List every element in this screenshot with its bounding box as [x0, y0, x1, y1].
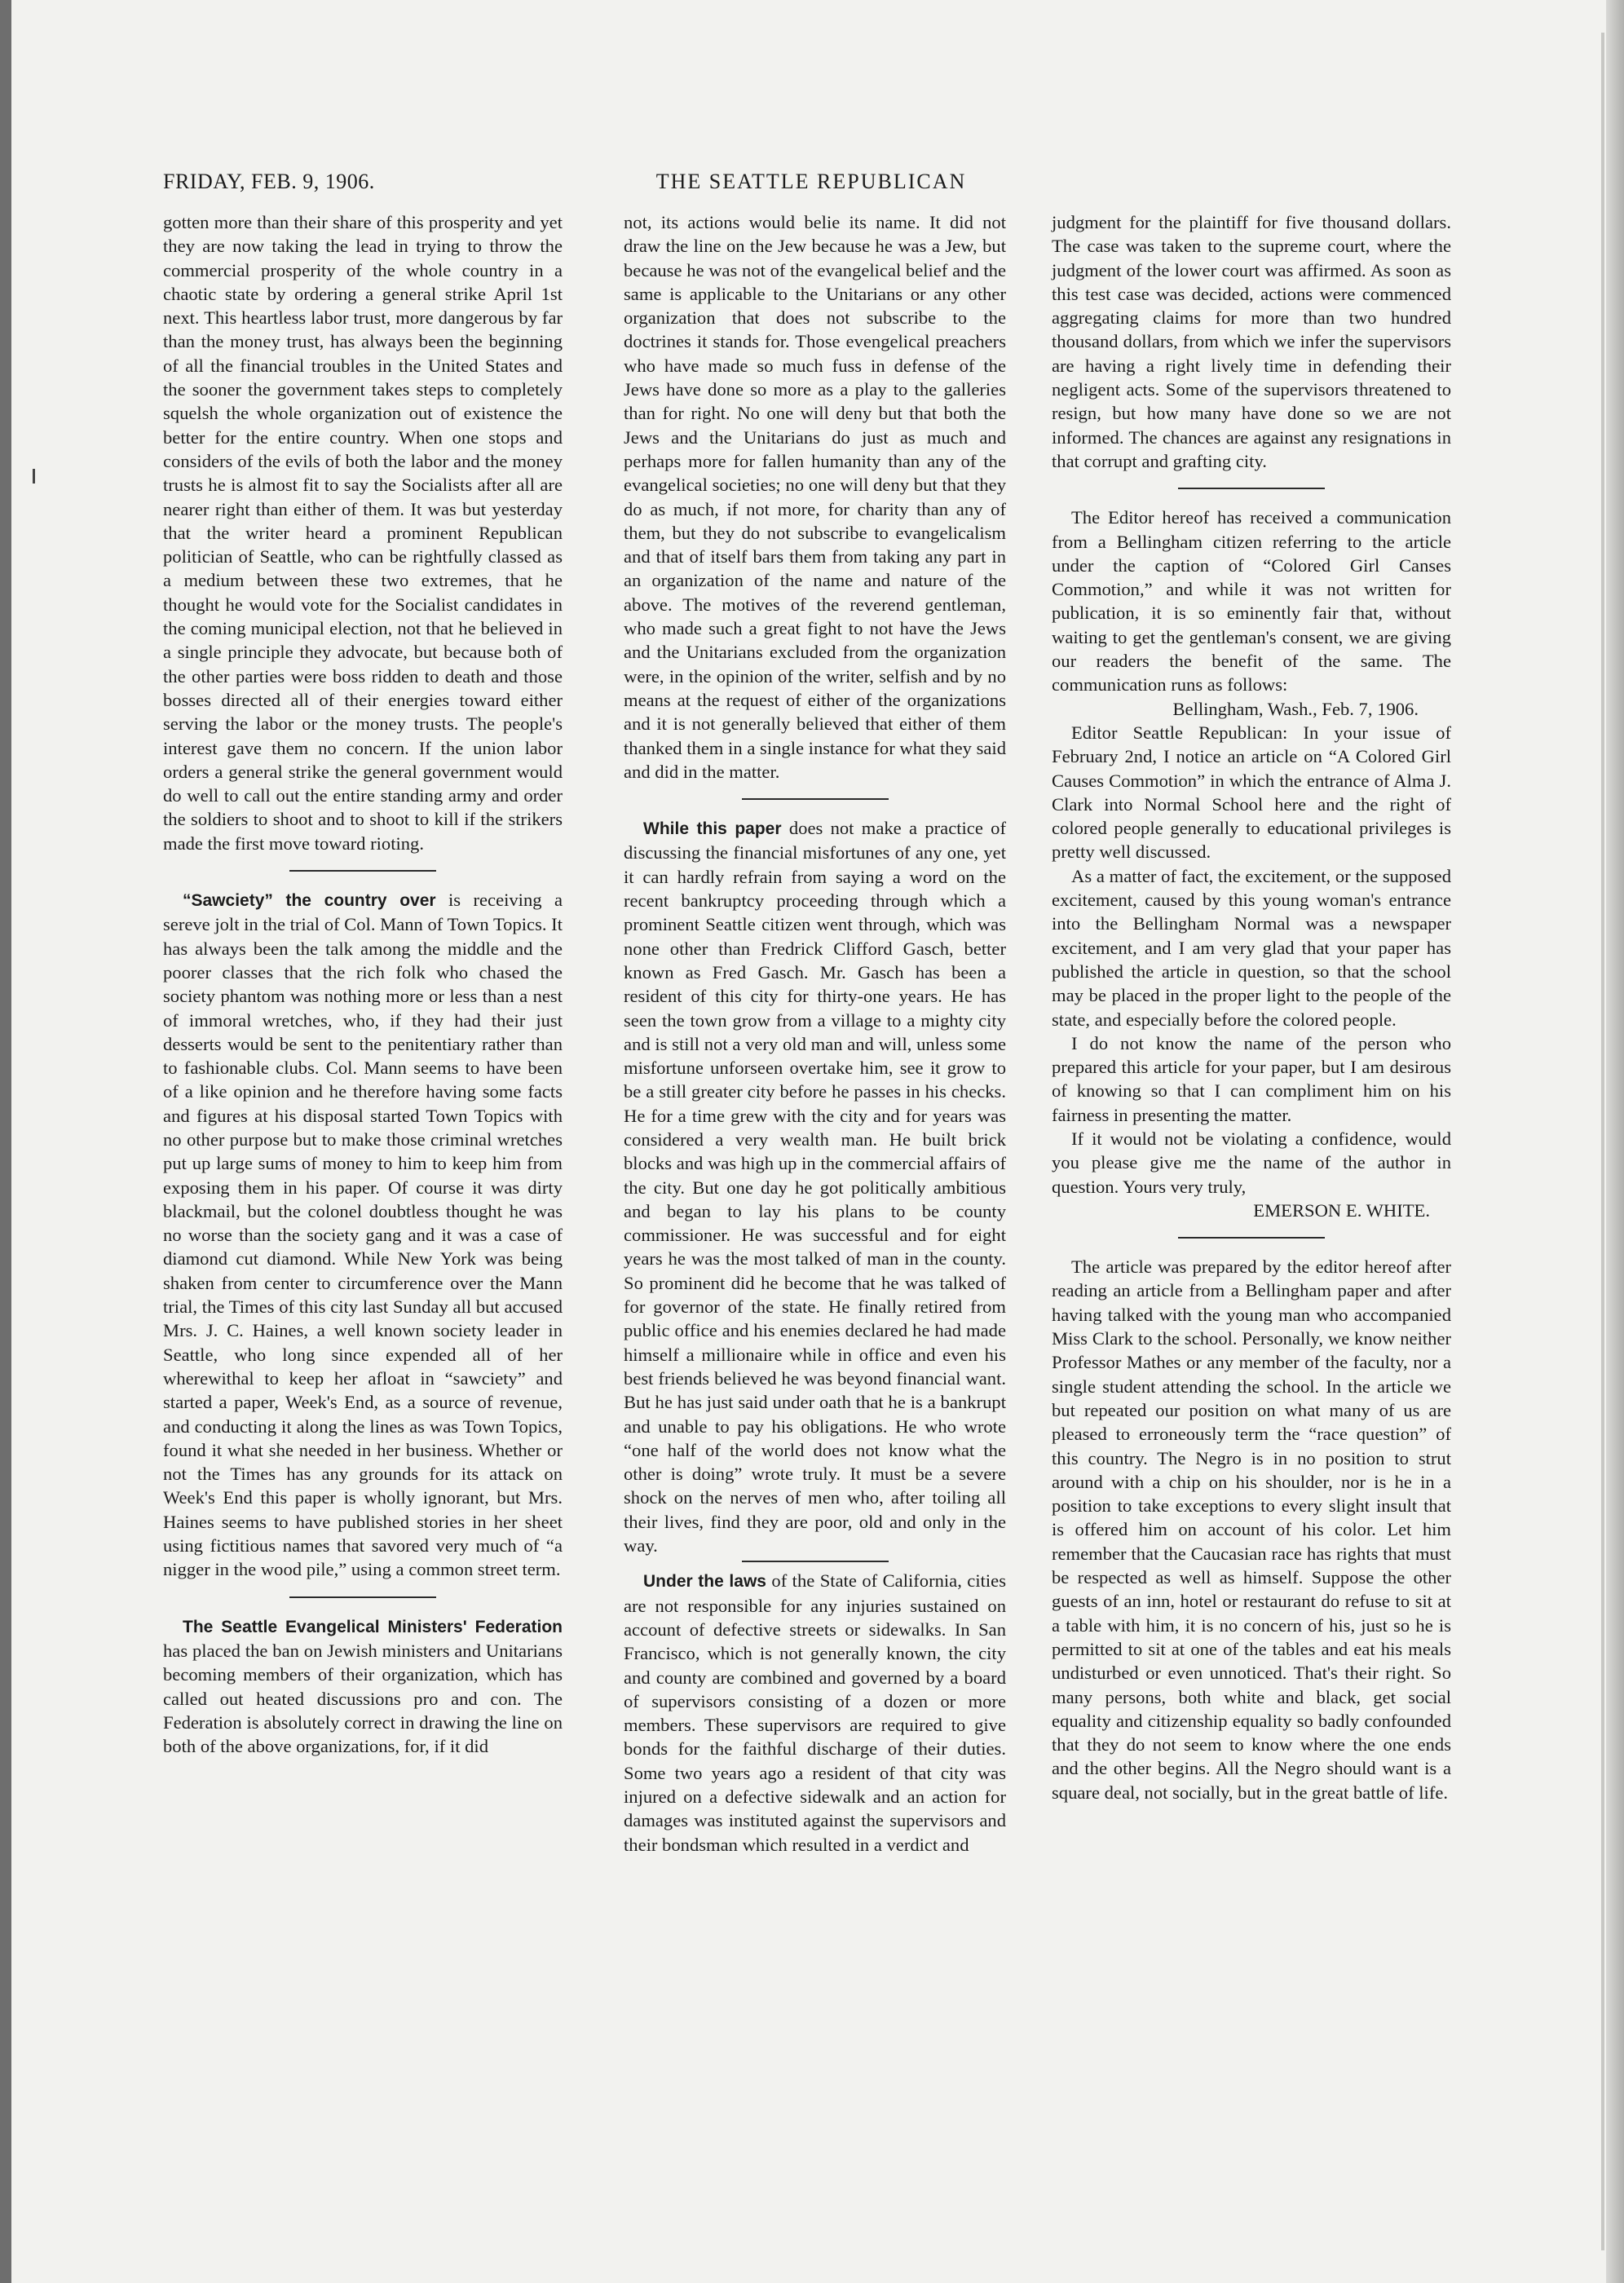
- letter-dateline: Bellingham, Wash., Feb. 7, 1906.: [1172, 698, 1419, 719]
- article-lead: The Seattle Evangelical Ministers' Federation: [183, 1617, 563, 1636]
- column-2: [624, 210, 1006, 1857]
- paragraph: “Sawciety” the country over is receiving a sereve jolt in the trial of Col. Mann of Town Topics. It has always been the talk among the middle and the poorer classes that the rich folk who chased the society phantom was nothing more or less than a nest of immoral wretches, who, if they had their just desserts would be sent to the penitentiary rather than to fashionable clubs. Col. Mann seems to have been of a like opinion and he therefore having some facts and figures at his disposal started Town Topics with no other purpose but to make those criminal wretches put up large sums of money to him to keep him from exposing them in his paper. Of course it was dirty blackmail, but the colonel doubtless thought he was no worse than the society gang and it was a case of diamond cut diamond. While New York was being shaken from center to circumference over the Mann trial, the Times of this city last Sunday all but accused Mrs. J. C. Haines, a well known society leader in Seattle, who long since expended all of her wherewithal to keep her afloat in “sawciety” and started a paper, Week's End, as a source of revenue, and conducting it along the lines as was Town Topics, found it what she needed in her business. Whether or not the Times has any grounds for its attack on Week's End this paper is wholly ignorant, but Mrs. Haines seems to have published stories in her sheet using fictitious names that savored very much of “a nigger in the wood pile,” using a common street term.: [163, 890, 563, 1580]
- paragraph: The Seattle Evangelical Ministers' Federation has placed the ban on Jewish ministers and Unitarians becoming members of their organization, which has called out heated discussions pro and con. The Federation is absolutely correct in drawing the line on both of the above organizations, for, if it did: [163, 1617, 563, 1757]
- section-divider: [1178, 1237, 1325, 1239]
- section-divider: [289, 870, 436, 872]
- column-1: [163, 210, 563, 1758]
- paragraph: Editor Seattle Republican: In your issue of February 2nd, I notice an article on “A Colored Girl Causes Commotion” in which the entrance of Alma J. Clark into Normal School here and the right of colored people generally to educational privileges is pretty well discussed.: [1052, 722, 1451, 863]
- paragraph: If it would not be violating a confidence, would you please give me the name of the author in question. Yours very truly,: [1052, 1128, 1451, 1197]
- paragraph: gotten more than their share of this prosperity and yet they are now taking the lead in trying to throw the commercial prosperity of the whole country in a chaotic state by ordering a general strike April 1st next. This heartless labor trust, more dangerous by far than the money trust, has always been the beginning of all the financial troubles in the United States and the sooner the government takes steps to completely squelsh the whole organization out of existence the better for the entire country. When one stops and considers of the evils of both the labor and the money trusts he is almost fit to say the Socialists after all are nearer right than either of them. It was but yesterday that the writer heard a prominent Republican politician of Seattle, who can be rightfully classed as a medium between these two extremes, that he thought he would vote for the Socialist candidates in the coming municipal election, not that he believed in a single principle they advocate, but because both of the other parties were boss ridden to death and those bosses directed all of their energies toward either serving the labor or the money trusts. The people's interest gave them no concern. If the union labor orders a general strike the general government would do well to call out the entire standing army and order the soldiers to shoot and to shoot to kill if the strikers made the first move toward rioting.: [163, 212, 563, 854]
- paragraph: The Editor hereof has received a communication from a Bellingham citizen referring to the article under the caption of “Colored Girl Canses Commotion,” and while it was not written for publication, it is so eminently fair that, without waiting to get the gentleman's consent, we are giving our readers the benefit of the same. The communication runs as follows:: [1052, 507, 1451, 695]
- scan-right-edge: [1606, 0, 1624, 2283]
- newspaper-title: THE SEATTLE REPUBLICAN: [655, 170, 967, 193]
- letter-signature: EMERSON E. WHITE.: [1253, 1199, 1430, 1221]
- article-lead: Under the laws: [643, 1572, 766, 1592]
- paragraph: Under the laws of the State of California, cities are not responsible for any injuries sustained on account of defective streets or sidewalks. In San Francisco, which is not generally known, the city and county are combined and governed by a board of supervisors consisting of a dozen or more members. These supervisors are required to give bonds for the faithful discharge of their duties. Some two years ago a resident of that city was injured on a defective sidewalk and an action for damages was instituted against the supervisors and their bondsman which resulted in a verdict and: [624, 1570, 1006, 1855]
- column-3: [1052, 210, 1451, 1804]
- scan-left-edge: [0, 0, 11, 2283]
- section-divider: [742, 1561, 889, 1562]
- paragraph: I do not know the name of the person who prepared this article for your paper, but I am desirous of knowing so that I can compliment him on his fairness in presenting the matter.: [1052, 1032, 1451, 1125]
- paragraph: judgment for the plaintiff for five thousand dollars. The case was taken to the supreme court, where the judgment of the lower court was affirmed. As soon as this test case was decided, actions were commenced aggregating claims for more than two hundred thousand dollars, from which we infer the supervisors are having a right lively time in defending their negligent acts. Some of the supervisors threatened to resign, but how many have done so we are not informed. The chances are against any resignations in that corrupt and grafting city.: [1052, 212, 1451, 471]
- article-lead: “Sawciety” the country over: [183, 891, 436, 911]
- paragraph: not, its actions would belie its name. It did not draw the line on the Jew because he was a Jew, but because he was not of the evangelical belief and the same is applicable to the Unitarians or any other organization that does not subscribe to the doctrines it stands for. Those evengelical preachers who have made so much fuss in defense of the Jews have done so more as a play to the galleries than for right. No one will deny but that both the Jews and the Unitarians do just as much and perhaps more for fallen humanity than any of the evangelical societies; no one will deny but that they do as much, if not more, for charity than any of them, but they do not subscribe to evangelicalism and that of itself bars them from taking any part in an organization of the name and nature of the above. The motives of the reverend gentleman, who made such a great fight to not have the Jews and the Unitarians excluded from the organization were, in the opinion of the writer, selfish and by no means at the request of either of the organizations and it is not generally believed that either of them thanked them in a single instance for what they said and did in the matter.: [624, 212, 1006, 782]
- section-divider: [742, 798, 889, 800]
- margin-mark: [33, 469, 35, 484]
- issue-date: FRIDAY, FEB. 9, 1906.: [163, 170, 375, 193]
- page-header: [163, 170, 1459, 202]
- paragraph: As a matter of fact, the excitement, or the supposed excitement, caused by this young woman's entrance into the Bellingham Normal was a newspaper excitement, and I am very glad that your paper has published the article in question, so that the school may be placed in the proper light to the people of the state, and especially before the colored people.: [1052, 865, 1451, 1030]
- section-divider: [289, 1596, 436, 1598]
- paragraph: While this paper does not make a practice of discussing the financial misfortunes of any one, yet it can hardly refrain from saying a word on the recent bankruptcy proceeding through which a prominent Seattle citizen went through, which was none other than Fredrick Clifford Gasch, better known as Fred Gasch. Mr. Gasch has been a resident of this city for thirty-one years. He has seen the town grow from a village to a mighty city and is still not a very old man and will, unless some misfortune unforseen overtake him, see it grow to be a still greater city before he passes in his checks. He for a time grew with the city and for years was considered a very wealth man. He built brick blocks and was high up in the commercial affairs of the city. But one day he got politically ambitious and began to lay his plans to be county commissioner. He was successful and for eight years he was the most talked of man in the county. So prominent did he become that he was talked of for governor of the state. He finally retired from public office and his enemies declared he had made himself a millionaire while in office and even his best friends believed he was beyond financial want. But he has just said under oath that he is a bankrupt and unable to pay his obligations. He who wrote “one half of the world does not know what the other is doing” wrote truly. It must be a severe shock on the nerves of men who, after toiling all their lives, find they are poor, old and only in the way.: [624, 818, 1006, 1557]
- scan-right-fold: [1601, 33, 1604, 2250]
- paragraph: The article was prepared by the editor hereof after reading an article from a Bellingham paper and after having talked with the young man who accompanied Miss Clark to the school. Personally, we know neither Professor Mathes or any member of the faculty, nor a single student attending the school. In the article we but repeated our position on what many of us are pleased to erroneously term the “race question” of this country. The Negro is in no position to strut around with a chip on his shoulder, nor is he in a position to take exceptions to every slight insult that is offered him on account of his color. Let him remember that the Caucasian race has rights that must be respected as well as himself. Suppose the other guests of an inn, hotel or restaurant do refuse to sit at a table with him, it is no concern of his, just so he is permitted to sit at one of the tables and eat his meals undisturbed or even unnoticed. That's their right. So many persons, both white and black, get social equality and citizenship equality so badly confounded that they do not seem to know where the one ends and the other begins. All the Negro should want is a square deal, not socially, but in the great battle of life.: [1052, 1256, 1451, 1803]
- section-divider: [1178, 488, 1325, 489]
- article-lead: While this paper: [643, 819, 782, 839]
